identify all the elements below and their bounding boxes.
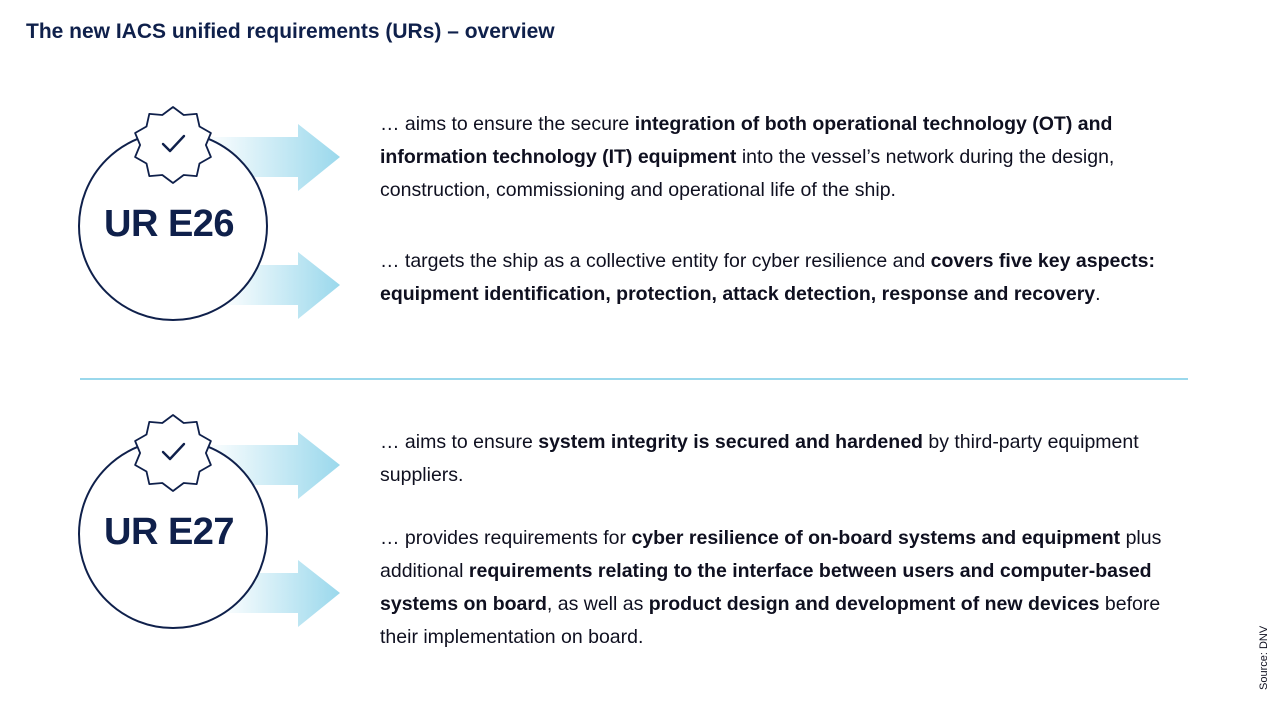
ur-e26-label: UR E26 <box>104 203 235 245</box>
text-segment: by third-party equipment suppliers. <box>380 431 1139 486</box>
text-segment-bold: cyber resilience of on-board systems and equipment <box>631 527 1121 549</box>
ur-e27-point-1 <box>380 426 1195 492</box>
source-note: Source: DNV <box>1258 625 1270 690</box>
ur-e27-label: UR E27 <box>104 511 235 553</box>
text-segment: . <box>1095 283 1101 305</box>
text-segment-bold: product design and development of new devices <box>648 593 1100 615</box>
text-segment: … provides requirements for <box>380 527 632 549</box>
text-segment: into the vessel’s network during the design, construction, commissioning and operational life of the ship. <box>380 146 1115 201</box>
text-segment-bold: system integrity is secured and hardened <box>538 431 923 453</box>
text-segment-bold: requirements relating to the interface between users and computer-based systems on board <box>380 560 1152 615</box>
text-segment: … aims to ensure the secure <box>380 113 635 135</box>
text-segment: before their implementation on board. <box>380 593 1161 648</box>
text-segment: … targets the ship as a collective entity for cyber resilience and <box>380 250 931 272</box>
text-segment-bold: covers five key aspects: equipment identification, protection, attack detection, response and recovery <box>380 250 1156 305</box>
text-segment: … aims to ensure <box>380 431 539 453</box>
text-segment-bold: integration of both operational technology (OT) and information technology (IT) equipment <box>380 113 1113 168</box>
ur-e26-point-2 <box>380 245 1195 311</box>
section-divider <box>80 378 1188 380</box>
text-segment: , as well as <box>546 593 649 615</box>
page-title: The new IACS unified requirements (URs) – overview <box>26 20 555 43</box>
ur-e27-point-2 <box>380 522 1195 654</box>
text-segment: plus additional <box>380 527 1162 582</box>
ur-e26-point-1 <box>380 108 1195 207</box>
